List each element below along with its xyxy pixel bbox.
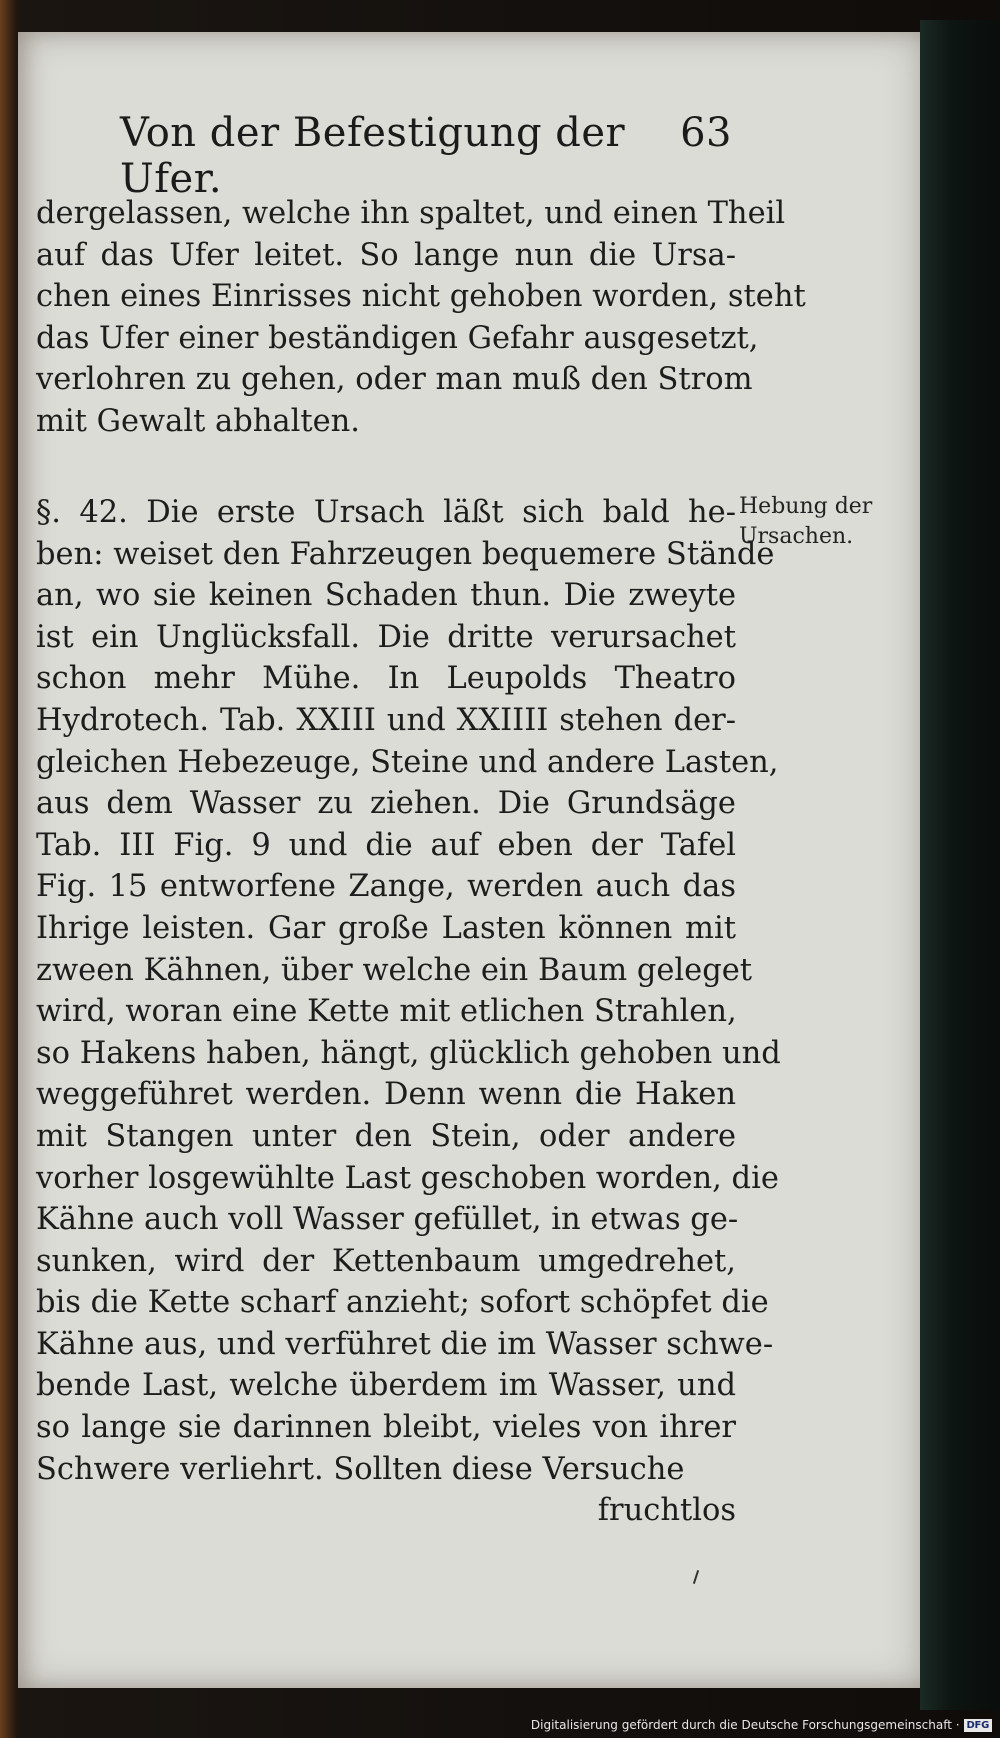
- dfg-logo: DFG: [964, 1719, 992, 1732]
- text-line: Ihrige leisten. Gar große Lasten können mit: [36, 910, 736, 946]
- text-line: mit Gewalt abhalten.: [36, 403, 360, 439]
- text-line: zween Kähnen, über welche ein Baum geleget: [36, 952, 753, 988]
- text-line: Fig. 15 entworfene Zange, werden auch das: [36, 869, 736, 905]
- running-title: Von der Befestigung der Ufer.: [120, 110, 626, 202]
- text-line: bende Last, welche überdem im Wasser, und: [36, 1368, 736, 1404]
- text-line: §. 42. Die erste Ursach läßt sich bald he-: [36, 495, 736, 530]
- text-line: Tab. III Fig. 9 und die auf eben der Tafel: [36, 827, 736, 863]
- catchword: fruchtlos: [597, 1493, 736, 1529]
- book-right-edge: [920, 20, 1000, 1710]
- text-line: so lange sie darinnen bleibt, vieles von ihrer: [36, 1410, 736, 1446]
- book-spine-edge: [0, 0, 18, 1738]
- text-line: verlohren zu gehen, oder man muß den Strom: [36, 362, 753, 398]
- text-line: vorher losgewühlte Last geschoben worden, die: [36, 1160, 779, 1196]
- text-line: Kähne auch voll Wasser gefüllet, in etwas ge-: [36, 1202, 739, 1238]
- running-head: [120, 110, 732, 202]
- page-number: 63: [680, 110, 732, 156]
- digitization-credit: [531, 1718, 992, 1732]
- text-line: so Hakens haben, hängt, glücklich gehoben und: [36, 1035, 781, 1071]
- text-line: mit Stangen unter den Stein, oder andere: [36, 1118, 736, 1154]
- text-line: Kähne aus, und verführet die im Wasser schwe-: [36, 1326, 774, 1362]
- marginal-note: [739, 492, 889, 552]
- text-line: gleichen Hebezeuge, Steine und andere Lasten,: [36, 744, 779, 780]
- text-line: an, wo sie keinen Schaden thun. Die zweyte: [36, 578, 736, 614]
- credit-text: Digitalisierung gefördert durch die Deutsche Forschungsgemeinschaft ·: [530, 1718, 960, 1732]
- text-line: aus dem Wasser zu ziehen. Die Grundsäge: [36, 786, 736, 822]
- text-line: weggeführet werden. Denn wenn die Haken: [36, 1077, 736, 1113]
- text-line: wird, woran eine Kette mit etlichen Strahlen,: [36, 994, 737, 1030]
- text-line: Schwere verliehrt. Sollten diese Versuche: [36, 1451, 685, 1487]
- text-line: bis die Kette scharf anzieht; sofort schöpfet die: [36, 1285, 769, 1321]
- marginal-note-line-2: Ursachen.: [739, 524, 854, 549]
- text-line: ben: weiset den Fahrzeugen bequemere Stände: [36, 536, 775, 572]
- text-line: ist ein Unglücksfall. Die dritte verursachet: [36, 619, 736, 655]
- text-line: schon mehr Mühe. In Leupolds Theatro: [36, 661, 736, 697]
- text-line: das Ufer einer beständigen Gefahr ausgesetzt,: [36, 320, 759, 356]
- text-line: auf das Ufer leitet. So lange nun die Ursa-: [36, 237, 736, 273]
- text-line: chen eines Einrisses nicht gehoben worden, steht: [36, 279, 806, 315]
- text-line: dergelassen, welche ihn spaltet, und einen Theil: [36, 196, 786, 231]
- text-line: Hydrotech. Tab. XXIII und XXIIII stehen der-: [36, 702, 736, 738]
- paragraph-2: [36, 492, 781, 1532]
- paragraph-1: [36, 193, 806, 443]
- text-line: sunken, wird der Kettenbaum umgedrehet,: [36, 1243, 736, 1279]
- marginal-note-line-1: Hebung der: [739, 494, 873, 519]
